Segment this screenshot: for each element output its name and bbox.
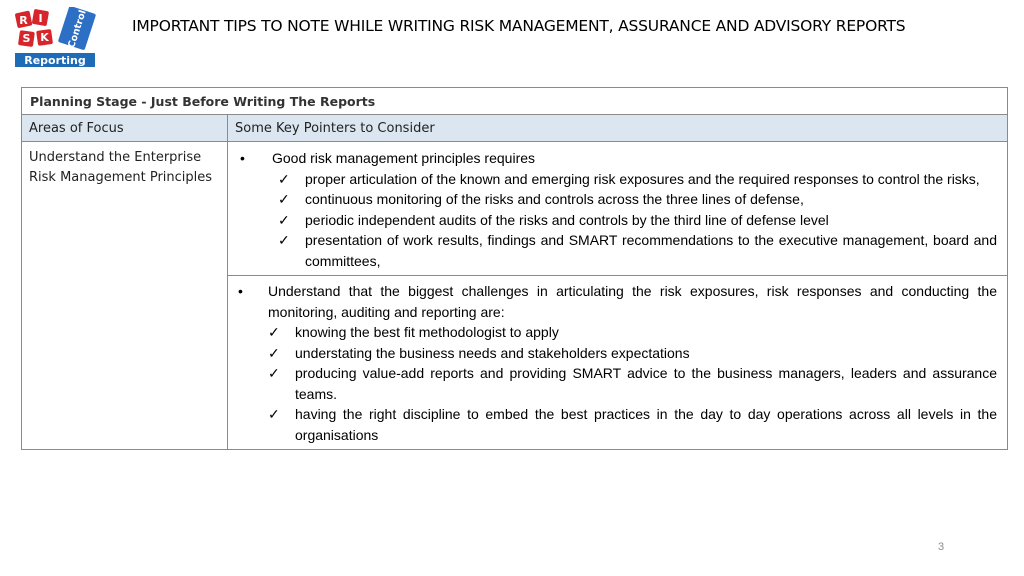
check-item-text: having the right discipline to embed the best practices in the day to day operations across all levels in the organisations	[295, 406, 997, 443]
checkmark-icon: ✓	[268, 344, 280, 361]
check-item	[240, 169, 997, 190]
bullet-text: Good risk management principles requires	[272, 150, 536, 166]
bullet-text: Understand that the biggest challenges in articulating the risk exposures, risk responses and conducting the monitoring, auditing and reporting are:	[268, 283, 997, 320]
checkmark-icon: ✓	[278, 232, 290, 248]
col-header-areas: Areas of Focus	[22, 115, 228, 142]
checkmark-icon: ✓	[278, 170, 290, 187]
checkmark-icon: ✓	[268, 406, 280, 422]
page-number: 3	[938, 541, 945, 553]
check-item-text: understating the business needs and stakeholders expectations	[295, 344, 690, 361]
check-item	[238, 343, 997, 364]
svg-text:S: S	[22, 32, 31, 45]
check-item	[240, 230, 997, 271]
bullet-item	[238, 281, 997, 322]
bullet-icon: •	[238, 283, 243, 299]
area-of-focus-cell: Understand the Enterprise Risk Management Principles	[22, 142, 228, 450]
check-item	[238, 363, 997, 404]
check-item-text: knowing the best fit methodologist to apply	[295, 324, 559, 340]
check-item-text: producing value-add reports and providing SMART advice to the business managers, leaders and assurance teams.	[295, 365, 997, 402]
check-item	[238, 404, 997, 445]
check-item-text: continuous monitoring of the risks and controls across the three lines of defense,	[305, 191, 804, 207]
stage-header-row	[22, 88, 1008, 115]
check-item	[240, 210, 997, 231]
bullet-icon: •	[240, 150, 245, 166]
column-header-row	[22, 115, 1008, 142]
checkmark-icon: ✓	[268, 365, 280, 381]
pointer-block-2	[228, 276, 1008, 450]
pointer-block-1	[228, 142, 1008, 276]
checkmark-icon: ✓	[278, 191, 290, 207]
svg-text:Control: Control	[66, 8, 89, 50]
checklist	[240, 169, 997, 272]
svg-text:R: R	[19, 14, 28, 27]
bullet-item	[240, 148, 997, 169]
check-item-text: proper articulation of the known and emerging risk exposures and the required responses to control the risks,	[305, 170, 980, 187]
checklist	[238, 322, 997, 445]
table-row	[22, 142, 1008, 276]
svg-text:I: I	[38, 12, 43, 25]
col-header-pointers: Some Key Pointers to Consider	[228, 115, 1008, 142]
checkmark-icon: ✓	[268, 324, 280, 340]
stage-header: Planning Stage - Just Before Writing The Reports	[22, 88, 1008, 115]
check-item-text: periodic independent audits of the risks and controls by the third line of defense level	[305, 211, 829, 228]
checkmark-icon: ✓	[278, 211, 290, 228]
page-title: IMPORTANT TIPS TO NOTE WHILE WRITING RISK MANAGEMENT, ASSURANCE AND ADVISORY REPORTS	[132, 17, 906, 35]
tips-table	[21, 87, 1008, 450]
check-item-text: presentation of work results, findings and SMART recommendations to the executive management, board and committees,	[305, 232, 997, 269]
svg-text:Reporting: Reporting	[24, 54, 86, 67]
check-item	[238, 322, 997, 343]
check-item	[240, 189, 997, 210]
risk-control-reporting-logo	[13, 7, 97, 69]
svg-text:K: K	[40, 31, 49, 44]
